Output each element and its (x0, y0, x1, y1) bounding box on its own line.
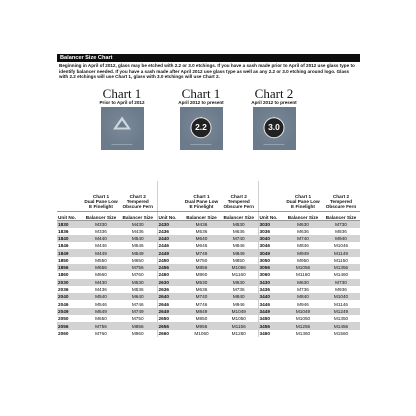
chart2-balancer-cell: M1460 (322, 271, 360, 278)
chart1-balancer-cell: M740 (284, 235, 322, 242)
chart2-balancer-cell: M936 (322, 286, 360, 293)
unit-no-cell: 2656 (157, 322, 183, 329)
chart1-balancer-cell: M849 (183, 308, 220, 315)
chart2-balancer-cell: M1260 (220, 330, 258, 337)
chart1-balancer-cell: M336 (83, 228, 119, 235)
chart2-balancer-cell: M730 (322, 220, 360, 228)
unit-no-cell: 3446 (258, 300, 284, 307)
chart1-balancer-cell: M546 (83, 300, 119, 307)
unit-no-cell: 2430 (157, 220, 183, 228)
chart1-balancer-cell: M856 (183, 264, 220, 271)
unit-no-cell: 3456 (258, 322, 284, 329)
unit-no-cell: 2450 (157, 257, 183, 264)
chart1-balancer-cell: M736 (284, 286, 322, 293)
column-header (119, 181, 157, 211)
unit-no-cell: 3460 (258, 330, 284, 337)
balancer-size-header: Balancer Size (284, 211, 322, 220)
chart2-balancer-cell: M530 (220, 220, 258, 228)
chart2-balancer-cell: M1046 (322, 242, 360, 249)
chart2-balancer-cell: M856 (119, 322, 157, 329)
table-header-row (57, 181, 360, 211)
table-row (57, 300, 360, 307)
unit-no-cell: 2449 (157, 249, 183, 256)
chart2-balancer-cell: M1150 (322, 257, 360, 264)
chart1-balancer-cell: M446 (83, 242, 119, 249)
unit-no-cell: 1846 (57, 242, 83, 249)
chart1-balancer-cell: M749 (183, 249, 220, 256)
column-header (83, 181, 119, 211)
chart-legend-subtitle: Prior to April of 2012 (99, 100, 145, 105)
unit-no-cell: 2649 (157, 308, 183, 315)
chart-legend-subtitle: April 2012 to present (251, 100, 297, 105)
unit-no-cell: 2456 (157, 264, 183, 271)
chart1-balancer-cell: M746 (183, 300, 220, 307)
chart2-balancer-cell: M1050 (220, 315, 258, 322)
chart2-balancer-cell: M960 (119, 330, 157, 337)
etching-fine-print: ━━━━━━━━━━━━━━━━ (263, 144, 285, 147)
chart1-balancer-cell: M530 (183, 279, 220, 286)
unit-no-cell: 2660 (157, 330, 183, 337)
chart1-balancer-cell: M430 (83, 279, 119, 286)
chart2-balancer-cell: M946 (220, 300, 258, 307)
header-glass-type: Dual Pane Low E Finelight (184, 198, 219, 209)
chart2-balancer-cell: M760 (119, 271, 157, 278)
chart-legend (57, 87, 360, 173)
chart-legend-item-2 (169, 87, 233, 150)
chart1-balancer-cell: M640 (183, 235, 220, 242)
chart2-balancer-cell: M549 (119, 249, 157, 256)
chart1-balancer-cell: M946 (284, 300, 322, 307)
chart2-balancer-cell: M630 (220, 279, 258, 286)
unit-no-cell: 3050 (258, 257, 284, 264)
table-row (57, 271, 360, 278)
chart1-balancer-cell: M1256 (284, 322, 322, 329)
chart2-balancer-cell: M750 (119, 315, 157, 322)
chart-legend-title: Chart 2 (254, 86, 294, 101)
chart-legend-item-1 (90, 87, 154, 150)
unit-no-cell: 3449 (258, 308, 284, 315)
chart1-balancer-cell: M760 (83, 330, 119, 337)
chart2-balancer-cell: M836 (322, 228, 360, 235)
unit-no-cell: 2056 (57, 322, 83, 329)
chart2-balancer-cell: M1350 (322, 315, 360, 322)
chart2-balancer-cell: M1560 (322, 330, 360, 337)
unit-no-cell: 2640 (157, 293, 183, 300)
chart2-balancer-cell: M840 (220, 293, 258, 300)
chart1-balancer-cell: M650 (83, 315, 119, 322)
chart2-balancer-cell: M430 (119, 220, 157, 228)
header-chart2: Chart 2 (129, 194, 146, 200)
chart1-balancer-cell: M1056 (284, 264, 322, 271)
unit-no-cell: 3060 (258, 271, 284, 278)
chart1-balancer-cell: M1049 (284, 308, 322, 315)
chart2-balancer-cell: M636 (220, 228, 258, 235)
unit-no-cell: 2030 (57, 279, 83, 286)
chart2-balancer-cell: M740 (220, 235, 258, 242)
chart2-balancer-cell: M640 (119, 293, 157, 300)
unit-no-cell: 3056 (258, 264, 284, 271)
chart1-balancer-cell: M649 (83, 308, 119, 315)
unit-no-cell: 2440 (157, 235, 183, 242)
table-row (57, 228, 360, 235)
chart1-balancer-cell: M646 (183, 242, 220, 249)
unit-no-cell: 3436 (258, 286, 284, 293)
balancer-size-header: Balancer Size (183, 211, 220, 220)
unit-no-cell: 3049 (258, 249, 284, 256)
glass-etching-image (180, 107, 223, 150)
header-glass-type: Dual Pane Low E Finelight (84, 198, 118, 209)
chart1-balancer-cell: M949 (284, 249, 322, 256)
unit-no-cell: 2040 (57, 293, 83, 300)
chart2-balancer-cell: M540 (119, 235, 157, 242)
unit-no-cell: 2460 (157, 271, 183, 278)
header-glass-type: Tempered Obscure Fern (325, 198, 357, 209)
table-row (57, 330, 360, 337)
column-header (322, 181, 360, 211)
chart2-balancer-cell: M1456 (322, 322, 360, 329)
unit-no-header: Unit No. (57, 211, 83, 220)
chart1-balancer-cell: M740 (183, 293, 220, 300)
chart1-balancer-cell: M440 (83, 235, 119, 242)
unit-no-cell: 1850 (57, 257, 83, 264)
header-chart2: Chart 2 (230, 194, 247, 200)
etching-badge-3-0: 3.0 (264, 117, 285, 138)
unit-no-cell: 3040 (258, 235, 284, 242)
chart2-balancer-cell: M1160 (220, 271, 258, 278)
chart1-balancer-cell: M656 (83, 264, 119, 271)
chart2-balancer-cell: M1056 (220, 264, 258, 271)
balancer-size-header: Balancer Size (83, 211, 119, 220)
chart1-balancer-cell: M840 (284, 293, 322, 300)
column-header (220, 181, 258, 211)
chart-legend-subtitle: April 2012 to present (178, 100, 224, 105)
header-chart1: Chart 1 (294, 194, 312, 200)
chart1-balancer-cell: M630 (284, 279, 322, 286)
table-row (57, 293, 360, 300)
unit-no-cell: 2036 (57, 286, 83, 293)
chart2-balancer-cell: M756 (119, 264, 157, 271)
glass-etching-image (253, 107, 296, 150)
header-glass-type: Tempered Obscure Fern (122, 198, 153, 209)
chart2-balancer-cell: M1249 (322, 308, 360, 315)
table-row (57, 257, 360, 264)
chart2-balancer-cell: M749 (119, 308, 157, 315)
chart1-balancer-cell: M636 (284, 228, 322, 235)
chart-legend-title: Chart 1 (102, 86, 142, 101)
chart1-balancer-cell: M630 (284, 220, 322, 228)
chart1-balancer-cell: M860 (183, 271, 220, 278)
table-row (57, 315, 360, 322)
unit-no-cell: 2446 (157, 242, 183, 249)
chart-legend-title: Chart 1 (181, 86, 221, 101)
chart2-balancer-cell: M546 (119, 242, 157, 249)
chart2-balancer-cell: M736 (220, 286, 258, 293)
table-body (57, 220, 360, 337)
unit-no-cell: 3440 (258, 293, 284, 300)
unit-no-cell: 2049 (57, 308, 83, 315)
chart1-balancer-cell: M1360 (284, 330, 322, 337)
table-row (57, 264, 360, 271)
chart2-balancer-cell: M940 (322, 235, 360, 242)
chart2-balancer-cell: M1049 (220, 308, 258, 315)
chart2-balancer-cell: M1156 (220, 322, 258, 329)
chart2-balancer-cell: M536 (119, 286, 157, 293)
table-row (57, 308, 360, 315)
logo-icon (113, 116, 131, 129)
unit-no-cell: 3450 (258, 315, 284, 322)
chart1-balancer-cell: M449 (83, 249, 119, 256)
chart1-balancer-cell: M540 (83, 293, 119, 300)
header-glass-type: Tempered Obscure Fern (223, 198, 254, 209)
chart1-balancer-cell: M756 (83, 322, 119, 329)
balancer-size-header: Balancer Size (119, 211, 157, 220)
chart2-balancer-cell: M436 (119, 228, 157, 235)
chart2-balancer-cell: M730 (322, 279, 360, 286)
table-row (57, 220, 360, 228)
balancer-size-header: Balancer Size (220, 211, 258, 220)
chart2-balancer-cell: M1356 (322, 264, 360, 271)
unit-no-header: Unit No. (157, 211, 183, 220)
unit-no-cell: 2050 (57, 315, 83, 322)
chart2-balancer-cell: M849 (220, 249, 258, 256)
chart2-balancer-cell: M1040 (322, 293, 360, 300)
unit-no-cell: 3036 (258, 228, 284, 235)
unit-no-cell: 2646 (157, 300, 183, 307)
etching-fine-print: ━━━━━━━━━━━━━━━━ (190, 144, 212, 147)
table-row (57, 286, 360, 293)
chart1-balancer-cell: M846 (284, 242, 322, 249)
unit-no-cell: 2650 (157, 315, 183, 322)
chart1-balancer-cell: M950 (284, 257, 322, 264)
intro-text: Beginning in April of 2012, glass may be etched with 2.2 or 3.0 etchings. If you have a sash made prior to April of 2012 use glass type to identify balancer needed. If you have a sash made after April 2012 use glass type as well as any 2.2 or 3.0 etching around logo. Glass with 2.2 etchings will use Chart 1, glass with 3.0 etchings will use Chart 2. (59, 63, 355, 80)
chart1-balancer-cell: M1050 (284, 315, 322, 322)
chart1-balancer-cell: M636 (183, 286, 220, 293)
chart1-balancer-cell: M550 (83, 257, 119, 264)
unit-no-header: Unit No. (258, 211, 284, 220)
header-chart1: Chart 1 (193, 194, 210, 200)
page-title: Balancer Size Chart (57, 54, 360, 62)
unit-no-cell: 2046 (57, 300, 83, 307)
glass-etching-image (101, 107, 144, 150)
balancer-size-table (57, 181, 360, 337)
table-row (57, 242, 360, 249)
unit-no-cell: 1849 (57, 249, 83, 256)
unit-no-cell: 1856 (57, 264, 83, 271)
chart2-balancer-cell: M1146 (322, 300, 360, 307)
column-header (183, 181, 220, 211)
balancer-size-header: Balancer Size (322, 211, 360, 220)
etching-fine-print: ━━━━━━━━━━━━━━━━ (111, 144, 133, 147)
etching-badge-2-2: 2.2 (191, 117, 212, 138)
column-header (284, 181, 322, 211)
chart2-balancer-cell: M850 (220, 257, 258, 264)
chart1-balancer-cell: M436 (83, 286, 119, 293)
unit-no-cell: 2060 (57, 330, 83, 337)
chart2-balancer-cell: M746 (119, 300, 157, 307)
chart1-balancer-cell: M850 (183, 315, 220, 322)
table-subheader-row (57, 211, 360, 220)
table-row (57, 279, 360, 286)
table-row (57, 235, 360, 242)
unit-no-cell: 3046 (258, 242, 284, 249)
chart1-balancer-cell: M330 (83, 220, 119, 228)
unit-no-cell: 1840 (57, 235, 83, 242)
unit-no-cell: 3030 (258, 220, 284, 228)
chart2-balancer-cell: M650 (119, 257, 157, 264)
chart2-balancer-cell: M530 (119, 279, 157, 286)
chart1-balancer-cell: M750 (183, 257, 220, 264)
header-glass-type: Dual Pane Low E Finelight (286, 198, 320, 209)
unit-no-cell: 2436 (157, 228, 183, 235)
unit-no-cell: 1860 (57, 271, 83, 278)
chart1-balancer-cell: M1160 (284, 271, 322, 278)
chart-legend-item-3 (242, 87, 306, 150)
unit-no-cell: 1836 (57, 228, 83, 235)
table-row (57, 322, 360, 329)
unit-no-cell: 3430 (258, 279, 284, 286)
table-row (57, 249, 360, 256)
unit-no-cell: 2636 (157, 286, 183, 293)
chart2-balancer-cell: M846 (220, 242, 258, 249)
chart1-balancer-cell: M536 (183, 228, 220, 235)
header-chart1: Chart 1 (92, 194, 110, 200)
unit-no-cell: 2630 (157, 279, 183, 286)
chart1-balancer-cell: M956 (183, 322, 220, 329)
header-chart2: Chart 2 (332, 194, 350, 200)
chart2-balancer-cell: M1149 (322, 249, 360, 256)
chart1-balancer-cell: M436 (183, 220, 220, 228)
chart1-balancer-cell: M1060 (183, 330, 220, 337)
chart1-balancer-cell: M660 (83, 271, 119, 278)
unit-no-cell: 1830 (57, 220, 83, 228)
